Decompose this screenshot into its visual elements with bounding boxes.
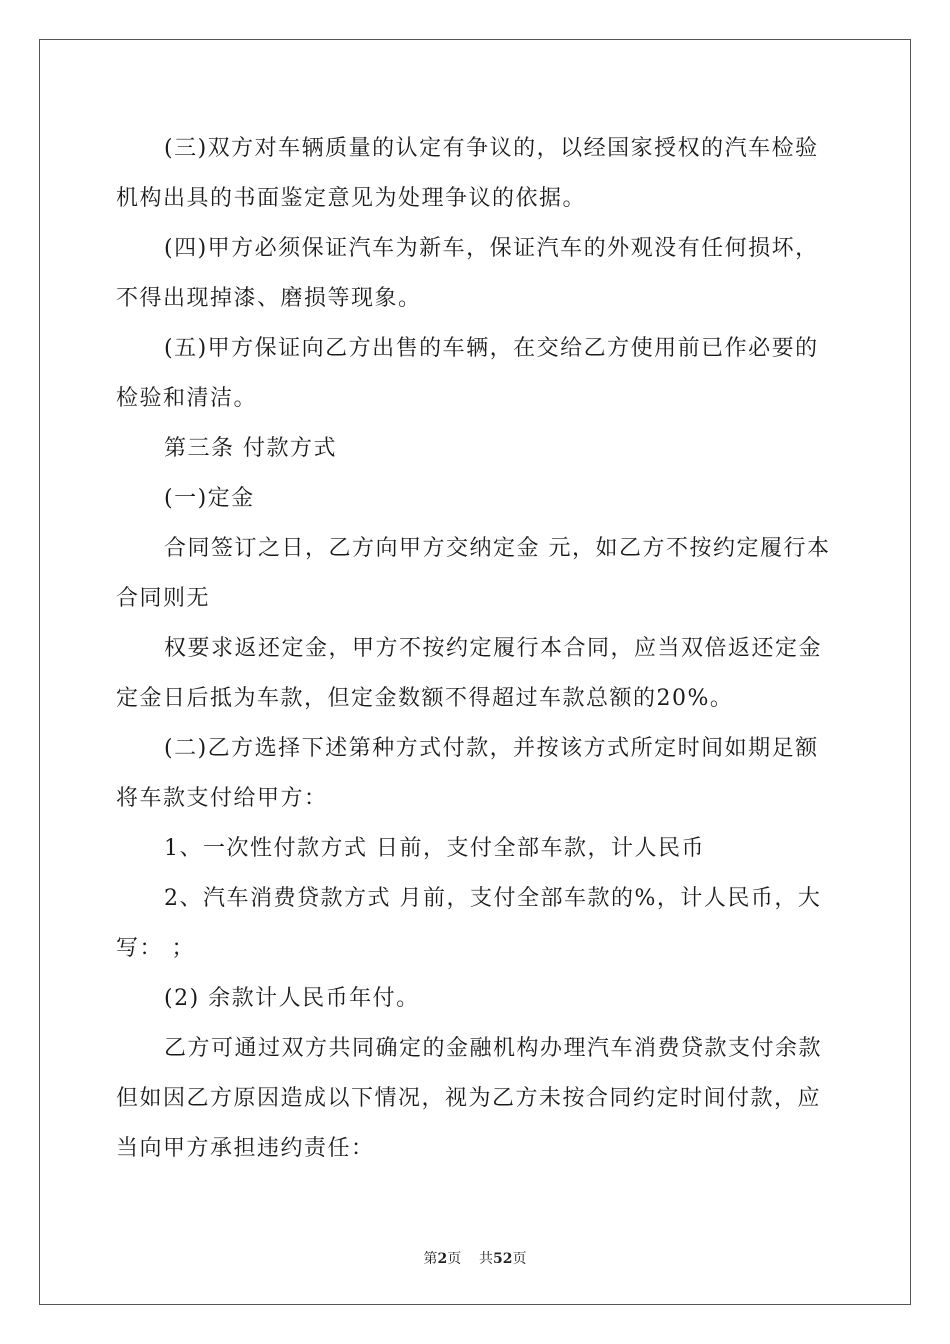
paragraph-quality-dispute: (三)双方对车辆质量的认定有争议的，以经国家授权的汽车检验机构出具的书面鉴定意见为处理争议的依据。 (116, 136, 819, 211)
paragraph-new-car-guarantee: (四)甲方必须保证汽车为新车，保证汽车的外观没有任何损坏，不得出现掉漆、磨损等现象。 (116, 236, 819, 311)
list-item-loan: 2、汽车消费贷款方式 月前，支付全部车款的%，计人民币，大写： ； (116, 886, 822, 961)
paragraph-loan-breach: 乙方可通过双方共同确定的金融机构办理汽车消费贷款支付余款但如因乙方原因造成以下情况，视为乙方未按合同约定时间付款，应当向甲方承担违约责任： (116, 1036, 823, 1161)
page-suffix: 页 (447, 1251, 462, 1267)
paragraph-payment-method: (二)乙方选择下述第种方式付款，并按该方式所定时间如期足额将车款支付给甲方： (116, 736, 819, 811)
list-item-balance: (2) 余款计人民币年付。 (164, 986, 420, 1011)
total-prefix: 共 (479, 1251, 494, 1267)
page-footer (0, 1248, 950, 1268)
document-body (116, 124, 838, 1174)
paragraph-deposit-refund: 权要求返还定金，甲方不按约定履行本合同，应当双倍返还定金定金日后抵为车款，但定金数额不得超过车款总额的20%。 (116, 636, 823, 711)
subheading-deposit: (一)定金 (164, 486, 255, 511)
page-prefix: 第 (423, 1251, 438, 1267)
paragraph-inspection-cleaning: (五)甲方保证向乙方出售的车辆，在交给乙方使用前已作必要的检验和清洁。 (116, 336, 819, 411)
paragraph-deposit-terms: 合同签订之日，乙方向甲方交纳定金 元，如乙方不按约定履行本合同则无 (116, 536, 831, 611)
total-suffix: 页 (512, 1251, 527, 1267)
page-number: 2 (437, 1251, 448, 1267)
list-item-lump-sum: 1、一次性付款方式 日前，支付全部车款，计人民币 (164, 836, 705, 861)
section-heading-payment: 第三条 付款方式 (164, 436, 337, 461)
total-pages: 52 (493, 1251, 513, 1267)
